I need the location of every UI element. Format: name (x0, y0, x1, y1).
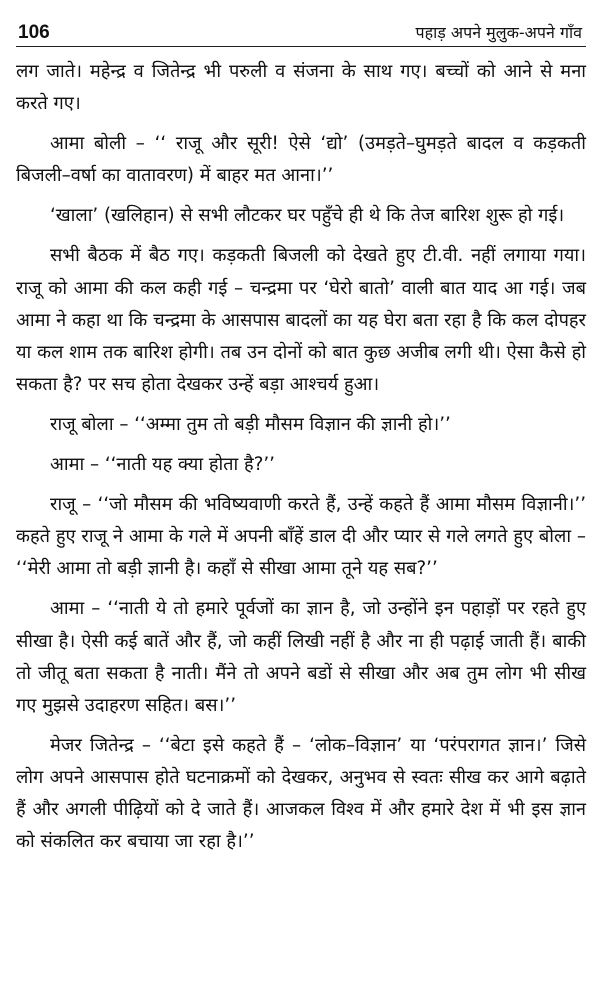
paragraph: राजू बोला – ‘‘अम्मा तुम तो बड़ी मौसम विज्ञान की ज्ञानी हो।’’ (50, 413, 451, 435)
paragraph: मेजर जितेन्द्र – ‘‘बेटा इसे कहते हैं – ‘लोक–विज्ञान’ या ‘परंपरागत ज्ञान।’ जिसे लोग अपने आसपास होते घटनाक्रमों को देखकर, अनुभव से स्वतः सीख कर आगे बढ़ाते हैं और अगली पीढ़ियों को दे जाते हैं। आजकल विश्व में और हमारे देश में भी इस ज्ञान को संकलित कर बचाया जा रहा है।’’ (16, 734, 586, 853)
paragraph: आमा – ‘‘नाती यह क्या होता है?’’ (50, 454, 275, 476)
page-number: 106 (18, 22, 50, 43)
paragraph: आमा – ‘‘नाती ये तो हमारे पूर्वजों का ज्ञान है, जो उन्होंने इन पहाड़ों पर रहते हुए सीखा है। ऐसी कई बातें और हैं, जो कहीं लिखी नहीं है और ना ही पढ़ाई जाती हैं। बाकी तो जीतू बता सकता है नाती। मैंने तो अपने बडों से सीखा और अब तुम लोग भी सीख गए मुझसे उदाहरण सहित। बस।’’ (16, 598, 586, 716)
body-text (16, 56, 586, 858)
paragraph: राजू – ‘‘जो मौसम की भविष्यवाणी करते हैं, उन्हें कहते हैं आमा मौसम विज्ञानी।’’ कहते हुए राजू ने आमा के गले में अपनी बाँहें डाल दी और प्यार से गले लगते हुए बोला – ‘‘मेरी आमा तो बड़ी ज्ञानी है। कहाँ से सीखा आमा तूने यह सब?’’ (16, 494, 586, 580)
running-title: पहाड़ अपने मुलुक-अपने गाँव (415, 23, 582, 42)
paragraph: आमा बोली – ‘‘ राजू और सूरी! ऐसे ‘द्यो’ (उमड़ते–घुमड़ते बादल व कड़कती बिजली–वर्षा का वातावरण) में बाहर मत आना।’’ (16, 133, 586, 187)
paragraph: लग जाते। महेन्द्र व जितेन्द्र भी परुली व संजना के साथ गए। बच्चों को आने से मना करते गए। (16, 61, 586, 115)
paragraph: सभी बैठक में बैठ गए। कड़कती बिजली को देखते हुए टी.वी. नहीं लगाया गया। राजू को आमा की कल कही गई – चन्द्रमा पर ‘घेरो बातो’ वाली बात याद आ गई। जब आमा ने कहा था कि चन्द्रमा के आसपास बादलों का यह घेरा बता रहा है कि कल दोपहर या कल शाम तक बारिश होगी। तब उन दोनों को बात कुछ अजीब लगी थी। ऐसा कैसे हो सकता है? पर सच होता देखकर उन्हें बड़ा आश्चर्य हुआ। (16, 245, 586, 395)
page-header (16, 14, 586, 47)
paragraph: ‘खाला’ (खलिहान) से सभी लौटकर घर पहुँचे ही थे कि तेज बारिश शुरू हो गई। (50, 205, 565, 227)
